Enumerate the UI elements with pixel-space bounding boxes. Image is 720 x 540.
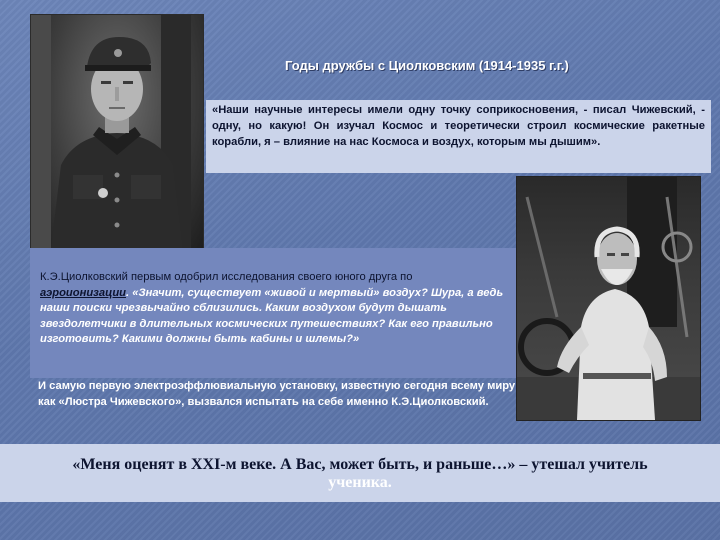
tsiolkovsky-quote: . «Значит, существует «живой и мертвый» воздух? Шура, а ведь наши поиски чрезвычайно сблизились. Каким воздухом будут дышать звездолетчики в длительных космических путешествиях? Как его правильно изготовить? Какими должны быть кабины и шлемы?» [40, 286, 504, 345]
bottom-quote-tail: ученика. [328, 474, 392, 491]
photo-young-man-in-uniform [30, 14, 204, 249]
portrait-illustration [31, 15, 203, 248]
bottom-quote [20, 456, 700, 492]
aeroionization-term: аэроионизации [40, 286, 126, 299]
bottom-quote-main: «Меня оценят в XXI-м веке. А Вас, может быть, и раньше…» – утешал учитель [72, 456, 648, 473]
tsiolkovsky-illustration [517, 177, 700, 420]
quote-block: «Наши научные интересы имели одну точку соприкосновения, - писал Чижевский, - одну, но какую! Он изучал Космос и теоретически строил космические ракетные корабли, я – влияние на нас Космоса и воздух, которым мы дышим». [206, 100, 711, 173]
slide-title: Годы дружбы с Циолковским (1914-1935 г.г.) [285, 58, 569, 73]
middle-intro-text: К.Э.Циолковский первым одобрил исследования своего юного друга по [40, 271, 413, 283]
chandelier-paragraph: И самую первую электроэффлювиальную установку, известную сегодня всему миру как «Люстра Чижевского», вызвался испытать на себе именно К.Э.Циолковский. [38, 380, 516, 408]
middle-text-box [30, 248, 516, 378]
photo-tsiolkovsky-with-equipment [516, 176, 701, 421]
